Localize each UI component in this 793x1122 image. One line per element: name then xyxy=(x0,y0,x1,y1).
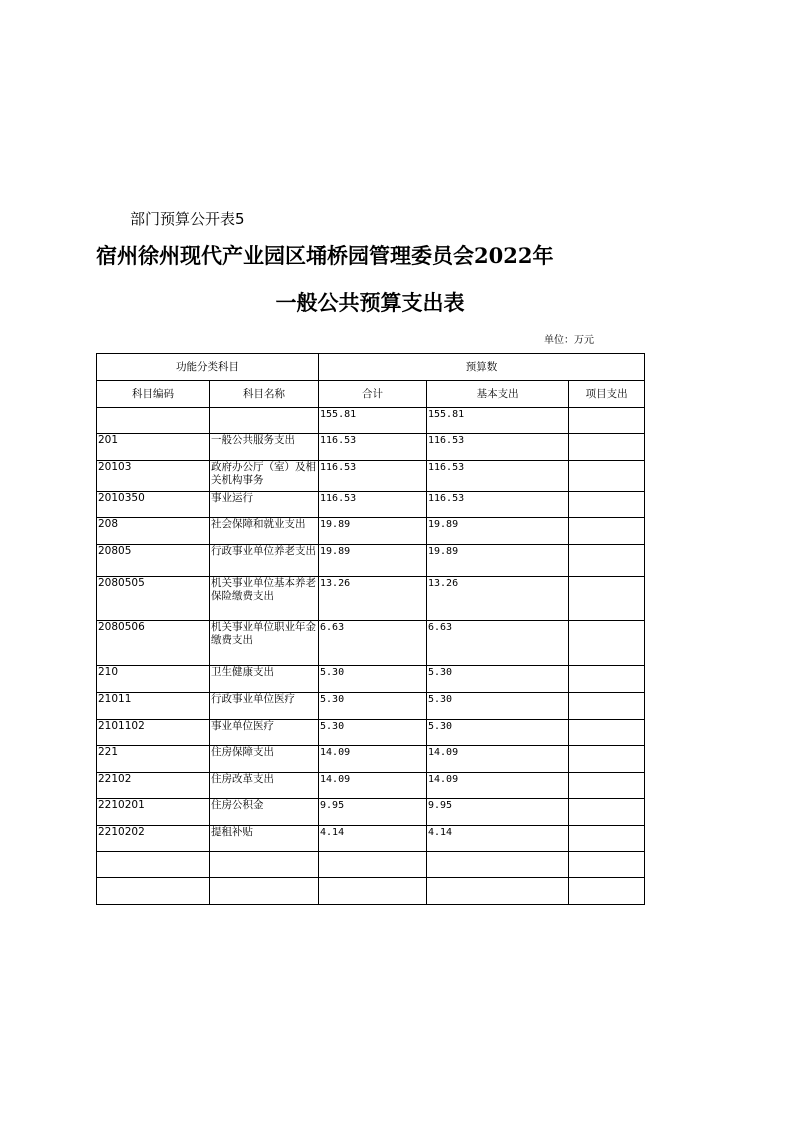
cell-code: 201 xyxy=(97,434,210,461)
cell-basic: 14.09 xyxy=(427,746,569,773)
cell-name: 住房保障支出 xyxy=(210,746,319,773)
table-row xyxy=(97,826,645,852)
cell-name xyxy=(210,408,319,434)
table-row xyxy=(97,518,645,545)
table-row xyxy=(97,434,645,461)
cell-total: 155.81 xyxy=(319,408,427,434)
cell-name: 住房公积金 xyxy=(210,799,319,826)
table-row xyxy=(97,852,645,878)
cell-basic: 19.89 xyxy=(427,518,569,545)
cell-total: 5.30 xyxy=(319,720,427,746)
cell-code: 2080505 xyxy=(97,577,210,621)
table-row xyxy=(97,746,645,773)
cell-code: 221 xyxy=(97,746,210,773)
cell-code: 2080506 xyxy=(97,621,210,666)
page-title-line-2: 一般公共预算支出表 xyxy=(275,290,465,315)
cell-project xyxy=(569,693,645,720)
unit-label: 单位：万元 xyxy=(544,335,594,346)
table-row xyxy=(97,720,645,746)
header-code: 科目编码 xyxy=(97,381,210,408)
cell-code xyxy=(97,408,210,434)
cell-basic xyxy=(427,878,569,905)
cell-basic: 116.53 xyxy=(427,492,569,518)
cell-basic: 5.30 xyxy=(427,666,569,693)
cell-code: 2210201 xyxy=(97,799,210,826)
cell-basic: 19.89 xyxy=(427,545,569,577)
cell-code: 2101102 xyxy=(97,720,210,746)
cell-code: 20805 xyxy=(97,545,210,577)
header-row-columns xyxy=(97,381,645,408)
cell-name: 政府办公厅（室）及相关机构事务 xyxy=(210,461,319,492)
cell-project xyxy=(569,434,645,461)
cell-total: 14.09 xyxy=(319,746,427,773)
cell-name: 住房改革支出 xyxy=(210,773,319,799)
cell-project xyxy=(569,408,645,434)
table-row xyxy=(97,878,645,905)
cell-code: 20103 xyxy=(97,461,210,492)
cell-total: 116.53 xyxy=(319,461,427,492)
table-row xyxy=(97,799,645,826)
cell-code: 208 xyxy=(97,518,210,545)
cell-project xyxy=(569,577,645,621)
document-label: 部门预算公开表5 xyxy=(130,210,245,228)
cell-basic: 116.53 xyxy=(427,434,569,461)
cell-total: 116.53 xyxy=(319,492,427,518)
cell-total: 13.26 xyxy=(319,577,427,621)
header-budget-group: 预算数 xyxy=(319,354,645,381)
cell-project xyxy=(569,545,645,577)
cell-name xyxy=(210,878,319,905)
cell-name: 社会保障和就业支出 xyxy=(210,518,319,545)
table-row xyxy=(97,693,645,720)
table-row xyxy=(97,621,645,666)
cell-project xyxy=(569,492,645,518)
budget-table xyxy=(96,353,645,905)
cell-project xyxy=(569,773,645,799)
cell-name: 卫生健康支出 xyxy=(210,666,319,693)
header-basic: 基本支出 xyxy=(427,381,569,408)
cell-total: 19.89 xyxy=(319,518,427,545)
cell-total xyxy=(319,852,427,878)
header-functional-group: 功能分类科目 xyxy=(97,354,319,381)
cell-name: 机关事业单位基本养老保险缴费支出 xyxy=(210,577,319,621)
cell-name: 事业运行 xyxy=(210,492,319,518)
cell-basic: 5.30 xyxy=(427,693,569,720)
cell-basic: 9.95 xyxy=(427,799,569,826)
cell-name: 事业单位医疗 xyxy=(210,720,319,746)
cell-total: 6.63 xyxy=(319,621,427,666)
cell-code xyxy=(97,852,210,878)
cell-code: 2010350 xyxy=(97,492,210,518)
cell-project xyxy=(569,826,645,852)
cell-project xyxy=(569,746,645,773)
cell-code: 210 xyxy=(97,666,210,693)
cell-total: 9.95 xyxy=(319,799,427,826)
cell-project xyxy=(569,852,645,878)
cell-code xyxy=(97,878,210,905)
cell-project xyxy=(569,720,645,746)
table-row xyxy=(97,408,645,434)
cell-code: 22102 xyxy=(97,773,210,799)
cell-total xyxy=(319,878,427,905)
cell-basic: 6.63 xyxy=(427,621,569,666)
cell-project xyxy=(569,666,645,693)
cell-code: 21011 xyxy=(97,693,210,720)
cell-total: 4.14 xyxy=(319,826,427,852)
cell-total: 19.89 xyxy=(319,545,427,577)
cell-total: 5.30 xyxy=(319,693,427,720)
cell-basic: 116.53 xyxy=(427,461,569,492)
cell-name: 机关事业单位职业年金缴费支出 xyxy=(210,621,319,666)
header-total: 合计 xyxy=(319,381,427,408)
table-row xyxy=(97,577,645,621)
table-row xyxy=(97,492,645,518)
cell-basic: 5.30 xyxy=(427,720,569,746)
cell-project xyxy=(569,878,645,905)
table-row xyxy=(97,545,645,577)
cell-name: 提租补贴 xyxy=(210,826,319,852)
cell-basic: 13.26 xyxy=(427,577,569,621)
cell-basic xyxy=(427,852,569,878)
header-project: 项目支出 xyxy=(569,381,645,408)
table-row xyxy=(97,461,645,492)
cell-basic: 14.09 xyxy=(427,773,569,799)
page-title-line-1: 宿州徐州现代产业园区埇桥园管理委员会2022年 xyxy=(96,243,554,268)
cell-project xyxy=(569,461,645,492)
cell-project xyxy=(569,799,645,826)
cell-name: 一般公共服务支出 xyxy=(210,434,319,461)
cell-total: 116.53 xyxy=(319,434,427,461)
cell-project xyxy=(569,621,645,666)
header-row-group xyxy=(97,354,645,381)
table-row xyxy=(97,773,645,799)
cell-name: 行政事业单位养老支出 xyxy=(210,545,319,577)
header-name: 科目名称 xyxy=(210,381,319,408)
cell-code: 2210202 xyxy=(97,826,210,852)
cell-basic: 4.14 xyxy=(427,826,569,852)
table-row xyxy=(97,666,645,693)
cell-total: 14.09 xyxy=(319,773,427,799)
cell-name xyxy=(210,852,319,878)
cell-total: 5.30 xyxy=(319,666,427,693)
cell-name: 行政事业单位医疗 xyxy=(210,693,319,720)
cell-project xyxy=(569,518,645,545)
cell-basic: 155.81 xyxy=(427,408,569,434)
